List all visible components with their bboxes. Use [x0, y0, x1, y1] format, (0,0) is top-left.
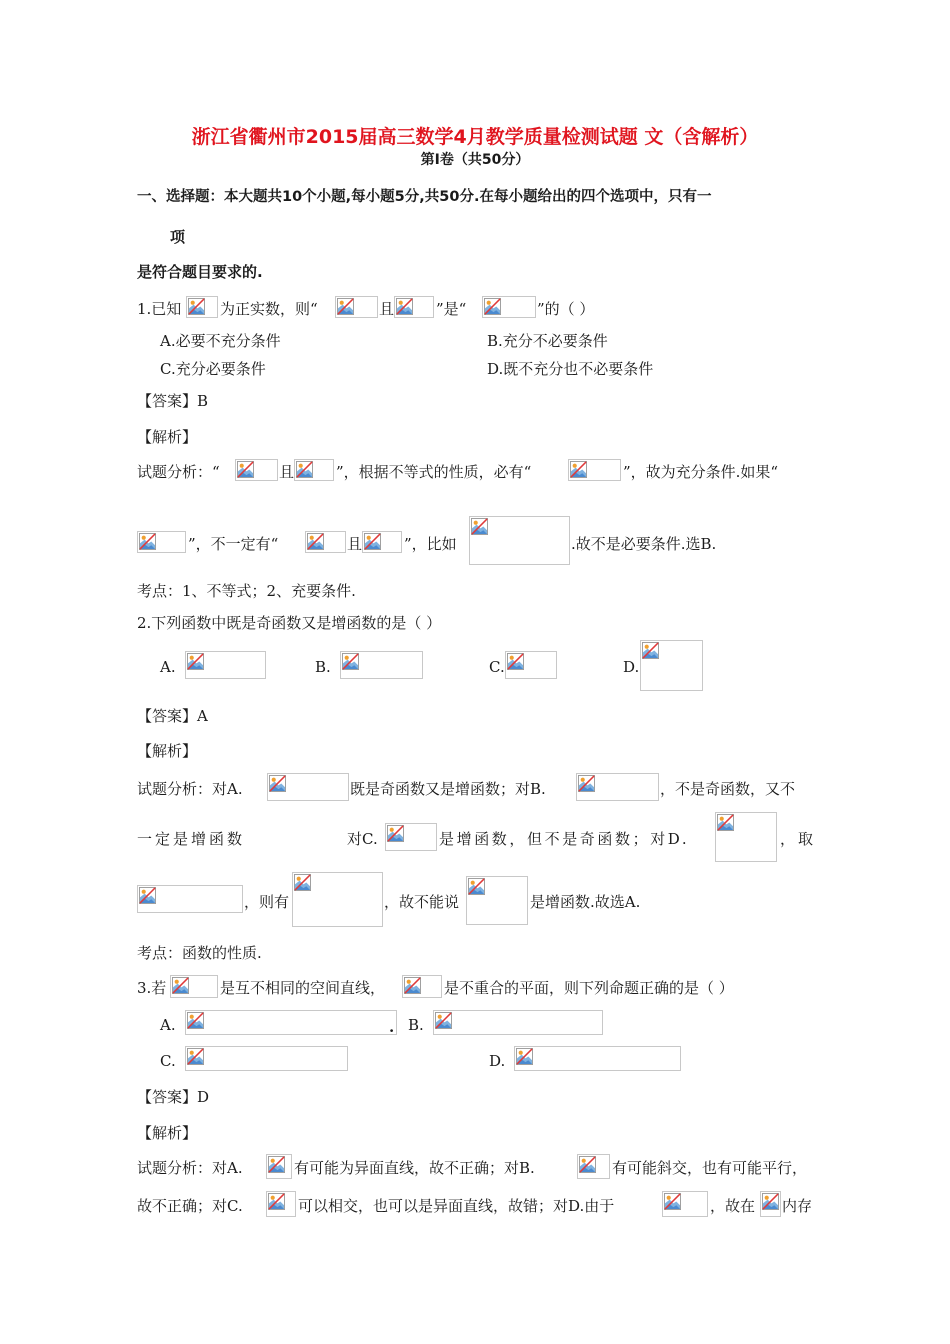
q3-option-c: C. — [160, 1052, 176, 1070]
section-heading-cont: 是符合题目要求的. — [137, 263, 263, 281]
broken-image-icon — [484, 298, 501, 315]
q3-analysis-text: ，故在 — [710, 1197, 756, 1215]
q2-option-a: A. — [160, 658, 176, 676]
broken-image-icon — [296, 461, 313, 478]
formula-image — [292, 872, 383, 927]
q1-option-a: A.必要不充分条件 — [160, 332, 281, 350]
q3-text: 是互不相同的空间直线， — [220, 979, 386, 997]
q2-option-c: C. — [489, 658, 505, 676]
formula-image — [305, 531, 346, 553]
q1-text: ”是“ — [436, 300, 467, 318]
broken-image-icon — [507, 653, 524, 670]
formula-image — [335, 296, 378, 318]
formula-image — [340, 651, 423, 679]
broken-image-icon — [404, 977, 421, 994]
q2-analysis-text: 是增函数.故选A. — [530, 893, 641, 911]
q2-analysis-text: ，则有 — [244, 893, 290, 911]
q3-option-b: B. — [408, 1016, 424, 1034]
formula-image — [170, 975, 218, 998]
q2-analysis-text: 试题分析：对A. — [137, 780, 243, 798]
q3-analysis-text: 试题分析：对A. — [137, 1159, 243, 1177]
formula-image — [235, 459, 278, 481]
q3-analysis-label: 【解析】 — [137, 1124, 198, 1142]
q2-analysis-text: 对C. — [347, 830, 378, 848]
q3-analysis-text: 有可能为异面直线，故不正确；对B. — [294, 1159, 535, 1177]
q1-analysis-text: 且 — [279, 463, 295, 481]
formula-image — [394, 296, 434, 318]
q2-analysis-text: 一定是增函数 — [137, 830, 246, 848]
broken-image-icon — [307, 533, 324, 550]
formula-image — [514, 1046, 681, 1071]
formula-image — [466, 876, 528, 925]
q1-analysis-text: ”，故为充分条件.如果“ — [623, 463, 779, 481]
q2-analysis-label: 【解析】 — [137, 742, 198, 760]
formula-image — [568, 459, 621, 481]
q1-text: 为正实数，则“ — [220, 300, 318, 318]
broken-image-icon — [570, 461, 587, 478]
formula-image — [402, 975, 442, 998]
q1-text: 1.已知 — [137, 300, 182, 318]
broken-image-icon — [664, 1193, 681, 1210]
formula-image — [469, 516, 570, 565]
q1-analysis-text: .故不是必要条件.选B. — [571, 535, 717, 553]
q3-option-a: A. — [160, 1016, 176, 1034]
q2-analysis-text: 既是奇函数又是增函数；对B. — [350, 780, 546, 798]
q1-answer: 【答案】B — [137, 392, 209, 410]
q3-option-a-dot: . — [389, 1018, 395, 1036]
broken-image-icon — [294, 874, 311, 891]
broken-image-icon — [139, 887, 156, 904]
broken-image-icon — [187, 1048, 204, 1065]
formula-image — [433, 1010, 603, 1035]
broken-image-icon — [172, 977, 189, 994]
q1-option-c: C.充分必要条件 — [160, 360, 266, 378]
broken-image-icon — [578, 775, 595, 792]
formula-image — [385, 823, 437, 851]
broken-image-icon — [187, 1012, 204, 1029]
formula-image — [266, 1154, 292, 1179]
formula-image — [576, 773, 659, 801]
q2-analysis-text: ，取 — [780, 830, 817, 848]
broken-image-icon — [396, 298, 413, 315]
formula-image — [662, 1191, 708, 1217]
broken-image-icon — [139, 533, 156, 550]
broken-image-icon — [188, 298, 205, 315]
formula-image — [185, 1010, 397, 1035]
broken-image-icon — [471, 518, 488, 535]
broken-image-icon — [762, 1193, 779, 1210]
formula-image — [760, 1191, 781, 1217]
q1-analysis-text: ”，根据不等式的性质，必有“ — [336, 463, 532, 481]
broken-image-icon — [268, 1156, 285, 1173]
broken-image-icon — [387, 825, 404, 842]
broken-image-icon — [516, 1048, 533, 1065]
q2-analysis-text: ，故不能说 — [384, 893, 460, 911]
page-subtitle: 第Ⅰ卷（共50分） — [420, 152, 530, 168]
q1-text: 且 — [379, 300, 395, 318]
formula-image — [267, 773, 349, 801]
q1-analysis-text: ”，不一定有“ — [188, 535, 279, 553]
q3-text: 是不重合的平面，则下列命题正确的是（ ） — [444, 979, 734, 997]
formula-image — [577, 1154, 610, 1179]
formula-image — [137, 531, 186, 553]
section-heading-cont: 项 — [170, 228, 186, 246]
broken-image-icon — [237, 461, 254, 478]
broken-image-icon — [579, 1156, 596, 1173]
broken-image-icon — [268, 1193, 285, 1210]
formula-image — [185, 651, 266, 679]
section-heading: 一、选择题：本大题共10个小题,每小题5分,共50分.在每小题给出的四个选项中，只有一 — [137, 189, 712, 205]
q2-analysis-text: 是增函数，但不是奇函数；对D. — [439, 830, 690, 848]
q1-option-b: B.充分不必要条件 — [487, 332, 608, 350]
q3-analysis-text: 可以相交，也可以是异面直线，故错；对D.由于 — [298, 1197, 615, 1215]
broken-image-icon — [642, 642, 659, 659]
q1-analysis-text: ”，比如 — [404, 535, 457, 553]
q3-analysis-text: 有可能斜交，也有可能平行， — [612, 1159, 808, 1177]
broken-image-icon — [364, 533, 381, 550]
formula-image — [294, 459, 334, 481]
broken-image-icon — [337, 298, 354, 315]
q2-text: 2.下列函数中既是奇函数又是增函数的是（ ） — [137, 614, 442, 632]
broken-image-icon — [187, 653, 204, 670]
q1-analysis-text: 试题分析：“ — [137, 463, 220, 481]
formula-image — [715, 812, 777, 862]
q2-point: 考点：函数的性质. — [137, 944, 262, 962]
formula-image — [137, 885, 243, 913]
q3-analysis-text: 内存 — [782, 1197, 813, 1215]
broken-image-icon — [717, 814, 734, 831]
formula-image — [362, 531, 402, 553]
q2-option-d: D. — [623, 658, 640, 676]
q2-analysis-text: ，不是奇函数，又不 — [660, 780, 796, 798]
q3-analysis-text: 故不正确；对C. — [137, 1197, 243, 1215]
q3-answer: 【答案】D — [137, 1088, 210, 1106]
broken-image-icon — [435, 1012, 452, 1029]
q1-analysis-label: 【解析】 — [137, 428, 198, 446]
q3-text: 3.若 — [137, 979, 167, 997]
broken-image-icon — [269, 775, 286, 792]
formula-image — [185, 1046, 348, 1071]
q1-analysis-text: 且 — [347, 535, 363, 553]
q1-point: 考点：1、不等式；2、充要条件. — [137, 582, 356, 600]
formula-image — [640, 640, 703, 691]
q1-text: ”的（ ） — [537, 300, 595, 318]
formula-image — [266, 1191, 296, 1217]
q3-option-d: D. — [489, 1052, 506, 1070]
page-title: 浙江省衢州市2015届高三数学4月教学质量检测试题 文（含解析） — [191, 126, 759, 148]
formula-image — [186, 296, 218, 318]
q2-answer: 【答案】A — [137, 707, 208, 725]
q1-option-d: D.既不充分也不必要条件 — [487, 360, 654, 378]
broken-image-icon — [342, 653, 359, 670]
formula-image — [482, 296, 536, 318]
formula-image — [505, 651, 557, 679]
q2-option-b: B. — [315, 658, 331, 676]
broken-image-icon — [468, 878, 485, 895]
